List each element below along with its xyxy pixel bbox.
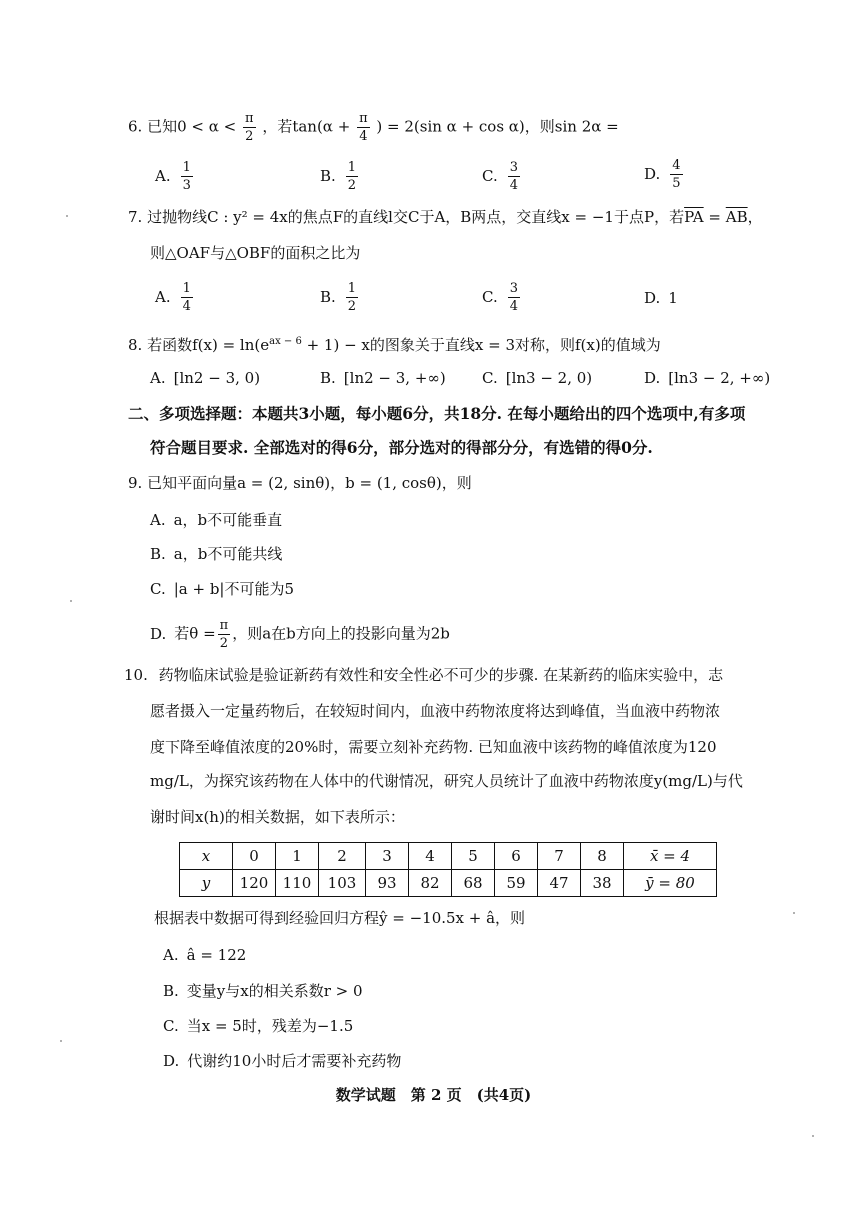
option-b	[320, 367, 446, 389]
option-a	[150, 367, 260, 389]
denominator: 4	[359, 129, 368, 144]
scan-speck	[793, 912, 795, 914]
scan-speck	[812, 1135, 814, 1137]
table-cell: y	[180, 870, 233, 897]
numerator: 4	[672, 158, 681, 173]
denominator: 2	[347, 299, 357, 314]
data-table	[179, 842, 717, 897]
question-number: 6.	[128, 117, 143, 136]
denominator: 5	[672, 176, 681, 191]
option-c	[163, 1015, 353, 1037]
stem-text: 过抛物线C : y² = 4x的焦点F的直线l交C于A，B两点，交直线x = −1于点P，若	[147, 208, 685, 226]
option-d	[644, 158, 685, 191]
option-label: D.	[644, 369, 661, 387]
question-6-stem	[128, 111, 619, 144]
option-d	[150, 618, 450, 651]
option-b	[150, 543, 282, 565]
table-cell: 59	[495, 870, 538, 897]
option-b	[163, 980, 363, 1002]
question-number: 10.	[124, 666, 148, 684]
vector-ab: $\overline{AB}$	[725, 208, 748, 226]
numerator: π	[219, 618, 229, 633]
denominator: 3	[182, 178, 191, 193]
fraction	[346, 160, 358, 193]
denominator: 2	[245, 129, 254, 144]
table-cell: 110	[276, 870, 319, 897]
question-10-line4: mg/L，为探究该药物在人体中的代谢情况，研究人员统计了血液中药物浓度y(mg/L)与代	[150, 772, 743, 790]
option-label: C.	[150, 580, 166, 598]
option-c	[482, 367, 592, 389]
table-cell: 8	[581, 843, 624, 870]
table-cell: 103	[319, 870, 366, 897]
option-label: C.	[482, 166, 498, 185]
option-a	[155, 281, 195, 314]
option-text: 变量y与x的相关系数r > 0	[186, 982, 363, 1000]
section-heading: 二、多项选择题：本题共3小题，每小题6分，共18分. 在每小题给出的四个选项中,有多项	[128, 404, 746, 423]
question-10-line2: 愿者摄入一定量药物后，在较短时间内，血液中药物浓度将达到峰值，当血液中药物浓	[150, 702, 721, 720]
option-label: B.	[320, 369, 336, 387]
scan-speck	[66, 215, 68, 217]
option-label: A.	[150, 369, 166, 387]
option-label: A.	[155, 166, 171, 185]
option-c	[482, 281, 522, 314]
table-cell: 82	[409, 870, 452, 897]
option-label: B.	[320, 166, 336, 185]
stem-text: + 1) − x的图象关于直线x = 3对称，则f(x)的值域为	[301, 336, 661, 354]
stem-text: 药物临床试验是验证新药有效性和安全性必不可少的步骤. 在某新药的临床实验中，志	[158, 666, 724, 684]
fraction	[218, 618, 231, 651]
option-label: D.	[163, 1052, 180, 1070]
table-cell: x	[180, 843, 233, 870]
option-text: 1	[668, 289, 678, 307]
question-10-regression: 根据表中数据可得到经验回归方程ŷ = −10.5x + â，则	[154, 909, 526, 927]
table-cell: 120	[233, 870, 276, 897]
option-label: C.	[482, 369, 498, 387]
fraction	[181, 281, 193, 314]
option-label: D.	[150, 624, 167, 643]
option-label: A.	[163, 946, 179, 964]
option-a	[150, 509, 282, 531]
option-c	[482, 160, 522, 193]
table-cell: 3	[366, 843, 409, 870]
stem-text: 已知0 < α <	[147, 117, 237, 136]
page-footer: 数学试题 第 2 页 (共4页)	[335, 1086, 532, 1104]
scan-speck	[60, 1040, 62, 1042]
denominator: 2	[347, 178, 357, 193]
option-text: 当x = 5时，残差为−1.5	[186, 1017, 354, 1035]
numerator: 3	[509, 160, 518, 175]
stem-text: =	[703, 208, 726, 226]
option-text: a，b不可能垂直	[173, 511, 283, 529]
numerator: 1	[347, 281, 357, 296]
option-label: B.	[320, 287, 336, 306]
table-cell: 68	[452, 870, 495, 897]
numerator: 1	[182, 281, 191, 296]
option-label: B.	[150, 545, 166, 563]
fraction	[508, 160, 520, 193]
option-b	[320, 160, 360, 193]
table-cell: 5	[452, 843, 495, 870]
option-text: [ln2 − 3, 0)	[173, 369, 261, 387]
table-row	[180, 870, 717, 897]
table-cell: 4	[409, 843, 452, 870]
numerator: π	[359, 111, 368, 126]
option-label: A.	[150, 511, 166, 529]
option-a	[155, 160, 195, 193]
option-text: 若θ =	[174, 624, 216, 643]
exponent: ax − 6	[269, 336, 302, 347]
question-7-stem-line2: 则△OAF与△OBF的面积之比为	[150, 244, 361, 262]
question-10-line5: 谢时间x(h)的相关数据，如下表所示：	[150, 808, 405, 826]
option-d	[644, 367, 770, 389]
option-c	[150, 578, 294, 600]
option-label: A.	[155, 287, 171, 306]
option-label: D.	[644, 164, 661, 183]
numerator: 1	[347, 160, 357, 175]
option-text: [ln3 − 2, +∞)	[668, 369, 771, 387]
table-cell: 1	[276, 843, 319, 870]
question-10-line3: 度下降至峰值浓度的20%时，需要立刻补充药物. 已知血液中该药物的峰值浓度为120	[150, 738, 717, 756]
question-number: 9.	[128, 474, 143, 492]
fraction	[243, 111, 256, 144]
stem-text: ) = 2(sin α + cos α)，则sin 2α =	[376, 117, 619, 136]
numerator: π	[245, 111, 254, 126]
vector-pa: $\overline{PA}$	[684, 208, 704, 226]
option-text: â = 122	[186, 946, 247, 964]
table-row	[180, 843, 717, 870]
table-cell: 93	[366, 870, 409, 897]
option-d	[163, 1050, 401, 1072]
option-d	[644, 287, 678, 309]
fraction	[670, 158, 682, 191]
fraction	[181, 160, 193, 193]
fraction	[346, 281, 358, 314]
table-cell: 7	[538, 843, 581, 870]
stem-text: ，	[747, 208, 763, 226]
option-label: D.	[644, 289, 661, 307]
question-10-line1	[124, 664, 723, 686]
question-number: 7.	[128, 208, 143, 226]
question-8-stem	[128, 331, 661, 356]
fraction	[357, 111, 370, 144]
option-label: C.	[482, 287, 498, 306]
table-cell: x̄ = 4	[624, 843, 717, 870]
option-text: [ln2 − 3, +∞)	[343, 369, 446, 387]
numerator: 3	[509, 281, 518, 296]
table-cell: 38	[581, 870, 624, 897]
numerator: 1	[182, 160, 191, 175]
option-text: [ln3 − 2, 0)	[505, 369, 593, 387]
scan-speck	[70, 600, 72, 602]
table-cell: 0	[233, 843, 276, 870]
question-7-stem	[128, 206, 763, 228]
denominator: 4	[509, 178, 518, 193]
table-cell: 47	[538, 870, 581, 897]
denominator: 4	[509, 299, 518, 314]
option-text: ，则a在b方向上的投影向量为2b	[232, 624, 450, 643]
question-number: 8.	[128, 336, 143, 354]
option-b	[320, 281, 360, 314]
denominator: 2	[219, 636, 229, 651]
option-text: 代谢约10小时后才需要补充药物	[187, 1052, 402, 1070]
question-9-stem	[128, 472, 472, 494]
table-cell: 2	[319, 843, 366, 870]
stem-text: ，若tan(α +	[262, 117, 351, 136]
option-label: C.	[163, 1017, 179, 1035]
option-text: |a + b|不可能为5	[173, 580, 295, 598]
fraction	[508, 281, 520, 314]
denominator: 4	[182, 299, 191, 314]
stem-text: 已知平面向量a = (2, sinθ)，b = (1, cosθ)，则	[147, 474, 472, 492]
option-a	[163, 944, 246, 966]
stem-text: 若函数f(x) = ln(e	[147, 336, 270, 354]
table-cell: ȳ = 80	[624, 870, 717, 897]
table-cell: 6	[495, 843, 538, 870]
option-label: B.	[163, 982, 179, 1000]
section-heading-line2: 符合题目要求. 全部选对的得6分，部分选对的得部分分，有选错的得0分.	[150, 438, 653, 457]
option-text: a，b不可能共线	[173, 545, 283, 563]
